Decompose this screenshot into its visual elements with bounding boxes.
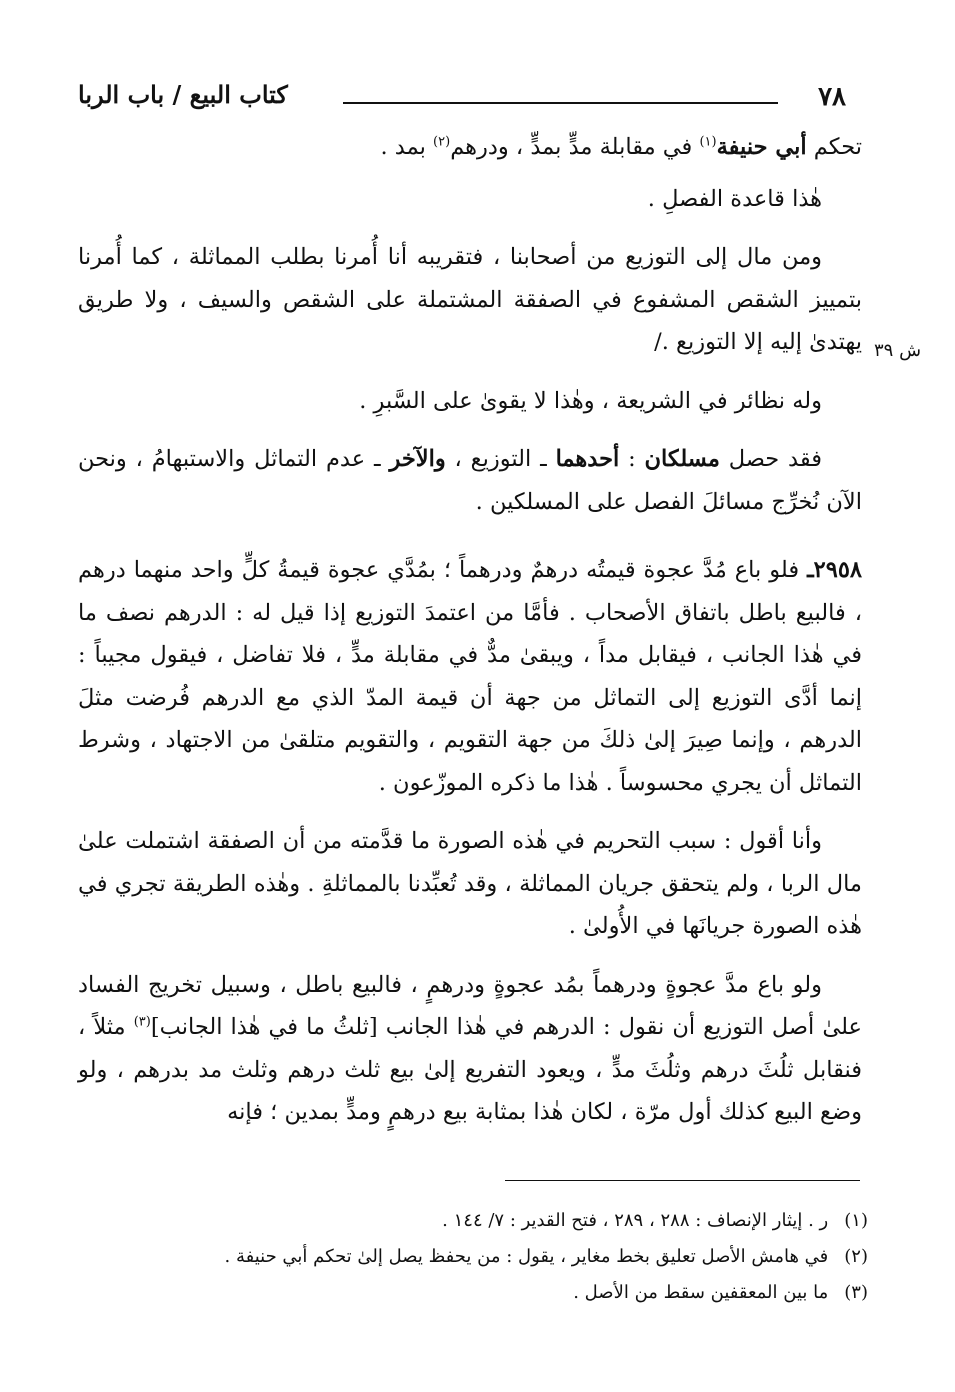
footnote-mark: (١): [844, 1210, 868, 1231]
footnote-ref: (٢): [433, 134, 451, 150]
paragraph-text: تحكم: [806, 134, 862, 160]
paragraph-text: ولو باع مدَّ عجوةٍ ودرهماً بمُد عجوةٍ ودرهمٍ ، فالبيع باطل ، وسبيل تخريج الفساد علىٰ أصل التوزيع أن نقول : الدرهم في هٰذا الجانب [ثلثُ ما في هٰذا الجانب]: [78, 971, 862, 1040]
paragraph-number: ٢٩٥٨ـ: [807, 557, 862, 583]
paragraph-text: مثلاً ، فنقابل ثلُثَ درهم وثلُثَ مدٍّ ، ويعود التفريع إلىٰ بيع ثلث درهم وثلث مد بدرهم ، ولو وضع البيع كذلك أول مرّة ، لكان هٰذا بمثابة بيع درهمٍ ومدٍّ بمدين ؛ فإنه: [78, 1014, 862, 1125]
footnote-text: ما بين المعقفين سقط من الأصل .: [573, 1282, 829, 1303]
footnote-ref: (٣): [133, 1014, 151, 1030]
footnote-mark: (٣): [844, 1282, 868, 1303]
paragraph-text: ـ التوزيع ،: [445, 446, 556, 472]
paragraph-8: [78, 964, 862, 1134]
paragraph-text: بمد .: [380, 134, 434, 160]
paragraph-7: وأنا أقول : سبب التحريم في هٰذه الصورة ما قدَّمته من أن الصفقة اشتملت علىٰ مال الربا ، ولم يتحقق جريان المماثلة ، وقد تُعبِّدنا بالمماثلةِ . وهٰذه الطريقة تجري في هٰذه الصورة جريانَها في الأُولىٰ .: [78, 828, 862, 939]
bold-term: والآخر: [389, 446, 446, 472]
paragraph-5: [78, 438, 862, 523]
footnote-text: في هامش الأصل تعليق بخط مغاير ، يقول : من يحفظ يصل إلىٰ تحكم أبي حنيفة .: [224, 1246, 829, 1267]
paragraph-text: في مقابلة مدٍّ بمدٍّ ، ودرهم: [450, 134, 700, 160]
margin-folio-note: ش ٣٩: [874, 340, 922, 361]
page-header: [78, 80, 858, 120]
bold-term: أحدهما: [555, 446, 620, 472]
footnote-1: [78, 1203, 868, 1239]
footnote-mark: (٢): [844, 1246, 868, 1267]
page-number: ٧٨: [818, 82, 846, 112]
paragraph-1: [78, 126, 862, 169]
bold-term: أبي حنيفة: [716, 134, 807, 160]
paragraph-2: هٰذا قاعدة الفصلِ .: [647, 185, 822, 212]
footnote-3: [78, 1275, 868, 1311]
paragraph-4: وله نظائر في الشريعة ، وهٰذا لا يقوىٰ على السَّبرِ .: [359, 387, 822, 414]
footnote-ref: (١): [699, 134, 717, 150]
paragraph-text: فلو باع مُدَّ عجوة قيمتُه درهمٌ ودرهماً ؛ بمُدَّي عجوة قيمةُ كلٍّ واحد منهما درهم ، فالبيع باطل باتفاق الأصحاب . فأمَّا من اعتمدَ التوزيع إذا قيل له : الدرهم نصف ما في هٰذا الجانب ، فيقابل مداً ، ويبقىٰ مدٌّ في مقابلة مدٍّ ، فلا تفاضل ، فيقول مجيباً : إنما أدَّى التوزيع إلى التماثل من جهة أن قيمة المدّ الذي مع الدرهم فُرضت مثلَ الدرهم ، وإنما صِيرَ إلىٰ ذلكَ من جهة التقويم ، والتقويم متلقىٰ من الاجتهاد ، وشرط التماثل أن يجري محسوساً . هٰذا ما ذكره الموزّعون .: [78, 557, 862, 796]
paragraph-text: ـ عدم التماثل والاستبهامُ ، ونحن الآن نُخرِّج مسائلَ الفصل على المسلكين .: [78, 446, 862, 515]
paragraph-text: فقد حصل: [719, 446, 823, 472]
footnotes: [78, 1203, 868, 1311]
header-rule: [343, 102, 778, 104]
running-title: كتاب البيع / باب الربا: [78, 80, 288, 109]
paragraph-6-numbered: [78, 549, 862, 804]
footnote-2: [78, 1239, 868, 1275]
footnote-text: ر . إيثار الإنصاف : ٢٨٨ ، ٢٨٩ ، فتح القدير : ٧/ ١٤٤ .: [442, 1210, 829, 1231]
paragraph-3: ومن مال إلى التوزيع من أصحابنا ، فتقريبه أنا أُمرنا بطلب المماثلة ، كما أُمرنا بتمييز الشقص المشفوع في الصفقة المشتملة على الشقص والسيف ، ولا طريق يهتدىٰ إليه إلا التوزيع ./: [78, 244, 862, 355]
footnote-separator: [505, 1180, 860, 1181]
main-text: [78, 126, 862, 1134]
paragraph-text: :: [619, 446, 645, 472]
bold-term: مسلكان: [644, 446, 720, 472]
